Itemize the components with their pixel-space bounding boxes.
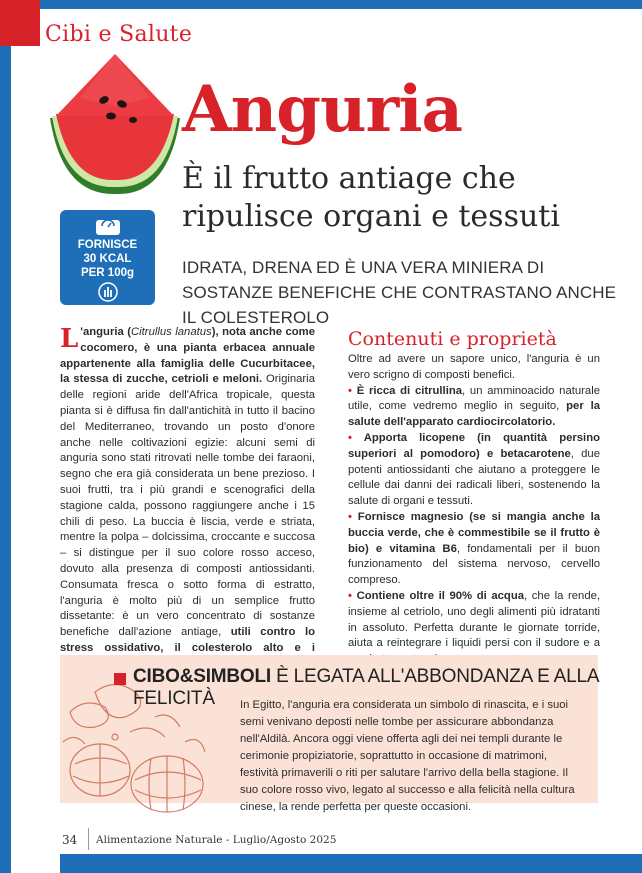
top-blue-line	[40, 0, 642, 9]
red-corner-block	[0, 0, 40, 46]
bullet-item: • Apporta licopene (in quantità persino superiori al pomodoro) e betacarotene, due potenti antiossidanti che aiutano a proteggere le cellule dai danni dei radicali liberi, sostenendo la salute di organi e tessuti.	[348, 431, 600, 508]
kcal-line3: PER 100g	[80, 267, 135, 279]
scale-icon	[93, 216, 123, 236]
section-heading: Contenuti e proprietà	[348, 328, 557, 350]
bullet-item: • È ricca di citrullina, un amminoacido naturale utile, come vedremo meglio in seguito, per la salute dell'apparato cardiocircolatorio.	[348, 384, 601, 429]
box-body-text: In Egitto, l'anguria era considerata un simbolo di rinascita, e i suoi semi venivano deposti nelle tombe per assicurare abbondanza nell'Aldilà. Ancora oggi viene offerta agli dei nei templi durante le cerimonie propiziatorie, soprattutto in occasione di matrimoni, festività primaverili o riti per salutare l'arrivo della bella stagione. Il suo colore rosso vivo, legato al successo e alla felicità nella cultura cinese, la rende perfetta per queste occasioni.	[240, 699, 575, 813]
kcal-line2: 30 KCAL	[83, 253, 132, 265]
red-square-marker	[114, 673, 126, 685]
kcal-line1: FORNISCE	[77, 239, 138, 251]
right-intro: Oltre ad avere un sapore unico, l'anguria è un vero scrigno di composti benefici.	[348, 353, 600, 381]
box-title: CIBO&SIMBOLI È LEGATA ALL'ABBONDANZA E ALLA FELICITÀ	[133, 666, 599, 709]
article-title: Anguria	[182, 72, 462, 147]
footer-separator	[88, 828, 89, 850]
bottom-blue-bar	[60, 854, 642, 873]
drop-cap: L	[60, 324, 79, 354]
left-column-text: L 'anguria (Citrullus lanatus), nota anche come cocomero, è una pianta erbacea annuale appartenente alla famiglia delle Cucurbitacee, la stessa di zucche, cetrioli e meloni. Originaria delle regioni aride dell'Africa tropicale, questa pianta si è diffusa fin dall'antichità in tutto il bacino del Mediterraneo, trovando un posto d'onore anche nelle coltivazioni egizie: alcuni semi di anguria sono stati ritrovati nelle tombe dei faraoni, segno che era già considerata un bene prezioso. I suoi frutti, tra i più grandi e scenografici della stagione calda, possono raggiungere anche i 15 chili di peso. La buccia è liscia, verde e striata, mentre la polpa – dolcissima, croccante e succosa – si distingue per il suo colore rosso acceso, dovuto alla presenza di composti antiossidanti. Consumata fresca o sotto forma di estratto, l'anguria è molto più di un semplice frutto dissetante: è un vero concentrato di sostanze benefiche dall'azione antiage, utili contro lo stress ossidativo, il colesterolo alto e i	[60, 324, 316, 654]
bullet-item: • Fornisce magnesio (se si mangia anche la buccia verde, che è commestibile se il frutto è bio) e vitamina B6, fondamentali per il buon funzionamento del sistema nervoso, cervello compreso.	[348, 510, 600, 587]
kcal-badge	[60, 210, 155, 305]
article-subtitle: È il frutto antiage che ripulisce organi e tessuti	[182, 161, 560, 234]
watermelon-slice-image	[40, 46, 190, 216]
magazine-credit: Alimentazione Naturale - Luglio/Agosto 2025	[96, 834, 337, 846]
hand-icon	[95, 282, 121, 302]
right-column	[348, 328, 600, 668]
article-lead: IDRATA, DRENA ED È UNA VERA MINIERA DI SOSTANZE BENEFICHE CHE CONTRASTANO ANCHE IL COLESTEROLO	[182, 258, 617, 327]
left-blue-bar	[0, 0, 11, 873]
bullet-item: • Contiene oltre il 90% di acqua, che la rende, insieme al cetriolo, uno degli alimenti più idratanti in assoluto. Perfetta durante le giornate torride, aiuta a reintegrare i liquidi persi con il sudore e a	[348, 589, 601, 650]
section-label: Cibi e Salute	[45, 22, 193, 47]
page-number: 34	[62, 833, 78, 847]
